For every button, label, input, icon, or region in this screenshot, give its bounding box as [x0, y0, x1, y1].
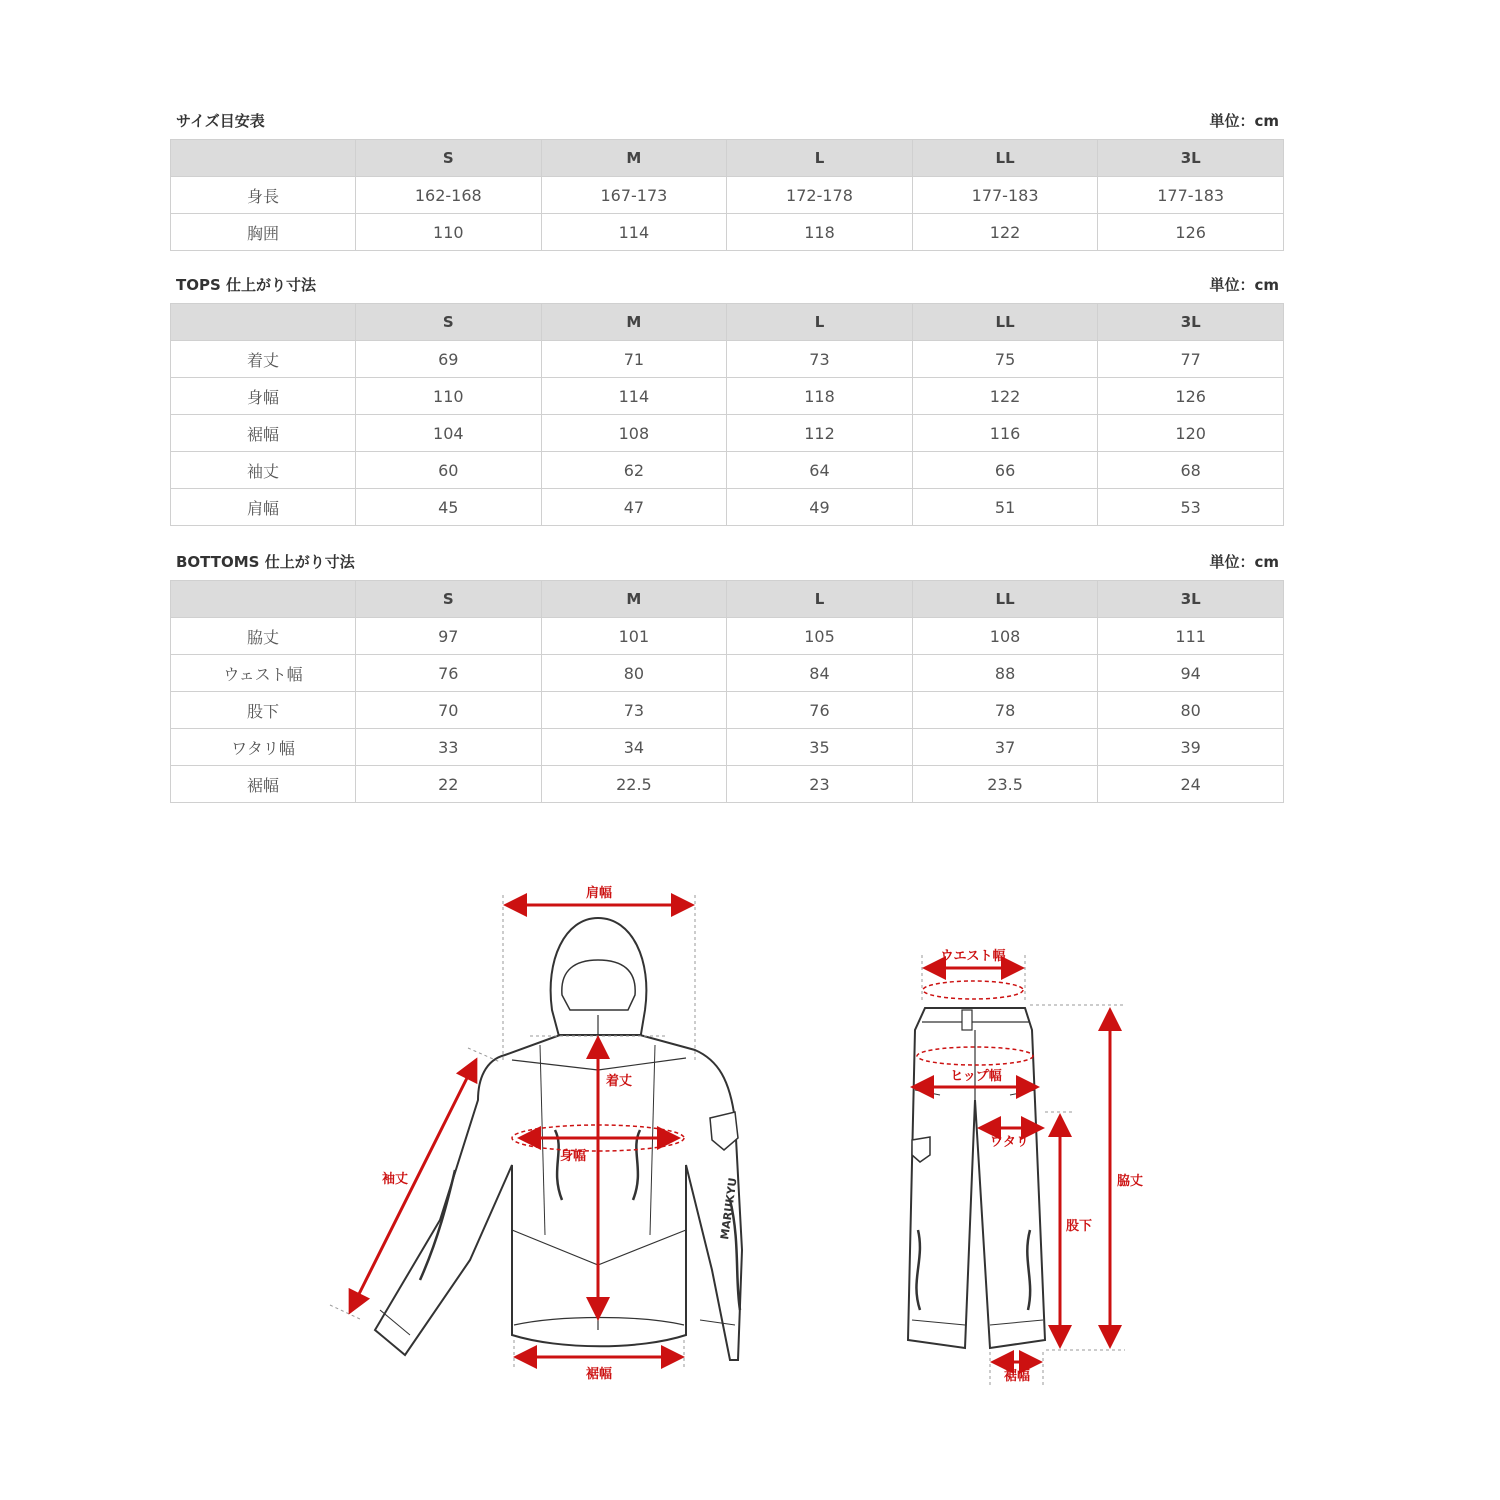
row-label: 股下	[171, 692, 356, 729]
table-row	[171, 214, 1284, 251]
table-cell: 53	[1098, 489, 1284, 526]
outseam-label: 脇丈	[1117, 1174, 1144, 1189]
table-header-row	[171, 140, 1284, 177]
row-label: ワタリ幅	[171, 729, 356, 766]
table-cell: 45	[356, 489, 542, 526]
thigh-label: ワタリ	[990, 1135, 1029, 1150]
table-cell: 37	[912, 729, 1098, 766]
pants-illustration	[908, 1008, 1045, 1348]
waist-ellipse	[923, 981, 1023, 999]
table-cell: 80	[541, 655, 727, 692]
header-size: L	[727, 581, 913, 618]
header-size: 3L	[1098, 581, 1284, 618]
table-cell: 64	[727, 452, 913, 489]
waist-label: ウエスト幅	[940, 949, 1006, 964]
size-guide-title: サイズ目安表	[176, 112, 265, 130]
table-row	[171, 766, 1284, 803]
table-cell: 94	[1098, 655, 1284, 692]
table-cell: 116	[912, 415, 1098, 452]
table-cell: 104	[356, 415, 542, 452]
row-label: 着丈	[171, 341, 356, 378]
table-cell: 77	[1098, 341, 1284, 378]
table-row	[171, 378, 1284, 415]
table-cell: 80	[1098, 692, 1284, 729]
tops-unit: 単位：cm	[1209, 276, 1279, 294]
table-row	[171, 618, 1284, 655]
table-cell: 118	[727, 378, 913, 415]
table-row	[171, 655, 1284, 692]
table-cell: 122	[912, 378, 1098, 415]
jacket-hem-label: 裾幅	[585, 1367, 613, 1382]
bottoms-title: BOTTOMS 仕上がり寸法	[176, 553, 355, 571]
header-size: M	[541, 140, 727, 177]
header-size: 3L	[1098, 304, 1284, 341]
table-cell: 34	[541, 729, 727, 766]
table-cell: 47	[541, 489, 727, 526]
table-cell: 122	[912, 214, 1098, 251]
header-size: 3L	[1098, 140, 1284, 177]
header-size: M	[541, 304, 727, 341]
table-cell: 112	[727, 415, 913, 452]
shoulder-label: 肩幅	[585, 886, 613, 901]
table-cell: 51	[912, 489, 1098, 526]
row-label: 身幅	[171, 378, 356, 415]
table-cell: 111	[1098, 618, 1284, 655]
table-cell: 23	[727, 766, 913, 803]
table-row	[171, 692, 1284, 729]
table-cell: 69	[356, 341, 542, 378]
header-size: L	[727, 304, 913, 341]
table-cell: 66	[912, 452, 1098, 489]
row-label: 胸囲	[171, 214, 356, 251]
table-cell: 39	[1098, 729, 1284, 766]
tops-title: TOPS 仕上がり寸法	[176, 276, 317, 294]
table-cell: 62	[541, 452, 727, 489]
row-label: 脇丈	[171, 618, 356, 655]
table-body	[171, 618, 1284, 803]
sleeve-label: 袖丈	[382, 1172, 409, 1187]
header-size: S	[356, 140, 542, 177]
table-body	[171, 177, 1284, 251]
table-cell: 177-183	[912, 177, 1098, 214]
table-cell: 35	[727, 729, 913, 766]
table-cell: 75	[912, 341, 1098, 378]
table-cell: 84	[727, 655, 913, 692]
table-cell: 76	[727, 692, 913, 729]
header-blank	[171, 304, 356, 341]
table-cell: 88	[912, 655, 1098, 692]
table-cell: 49	[727, 489, 913, 526]
table-cell: 78	[912, 692, 1098, 729]
table-cell: 70	[356, 692, 542, 729]
header-size: LL	[912, 581, 1098, 618]
pants-hem-label: 裾幅	[1003, 1369, 1031, 1384]
table-cell: 71	[541, 341, 727, 378]
table-cell: 22	[356, 766, 542, 803]
size-guide-table	[170, 139, 1284, 251]
chest-label: 身幅	[560, 1149, 587, 1164]
table-cell: 126	[1098, 214, 1284, 251]
tops-header	[176, 274, 1279, 298]
table-cell: 24	[1098, 766, 1284, 803]
header-size: S	[356, 304, 542, 341]
measurement-diagram	[0, 860, 1500, 1420]
table-cell: 118	[727, 214, 913, 251]
row-label: ウェスト幅	[171, 655, 356, 692]
hip-label: ヒップ幅	[950, 1069, 1002, 1084]
row-label: 裾幅	[171, 766, 356, 803]
tops-table	[170, 303, 1284, 526]
table-row	[171, 452, 1284, 489]
table-row	[171, 415, 1284, 452]
table-cell: 120	[1098, 415, 1284, 452]
table-cell: 167-173	[541, 177, 727, 214]
table-cell: 76	[356, 655, 542, 692]
table-cell: 97	[356, 618, 542, 655]
header-blank	[171, 581, 356, 618]
table-row	[171, 729, 1284, 766]
bottoms-unit: 単位：cm	[1209, 553, 1279, 571]
table-cell: 126	[1098, 378, 1284, 415]
table-header-row	[171, 581, 1284, 618]
table-row	[171, 341, 1284, 378]
inseam-label: 股下	[1066, 1219, 1093, 1234]
table-cell: 172-178	[727, 177, 913, 214]
table-cell: 68	[1098, 452, 1284, 489]
size-guide-unit: 単位：cm	[1209, 112, 1279, 130]
table-cell: 23.5	[912, 766, 1098, 803]
jacket-brand-label: MARUKYU	[718, 1176, 740, 1241]
length-label: 着丈	[606, 1074, 633, 1089]
header-size: L	[727, 140, 913, 177]
table-cell: 114	[541, 214, 727, 251]
header-size: LL	[912, 140, 1098, 177]
table-cell: 101	[541, 618, 727, 655]
table-cell: 110	[356, 214, 542, 251]
table-cell: 114	[541, 378, 727, 415]
table-cell: 162-168	[356, 177, 542, 214]
table-cell: 105	[727, 618, 913, 655]
table-cell: 110	[356, 378, 542, 415]
table-cell: 73	[727, 341, 913, 378]
table-body	[171, 341, 1284, 526]
table-header-row	[171, 304, 1284, 341]
table-cell: 108	[912, 618, 1098, 655]
header-size: M	[541, 581, 727, 618]
bottoms-header	[176, 551, 1279, 575]
header-blank	[171, 140, 356, 177]
row-label: 身長	[171, 177, 356, 214]
row-label: 裾幅	[171, 415, 356, 452]
bottoms-table	[170, 580, 1284, 803]
header-size: LL	[912, 304, 1098, 341]
size-guide-header	[176, 110, 1279, 134]
table-cell: 73	[541, 692, 727, 729]
table-cell: 60	[356, 452, 542, 489]
table-cell: 33	[356, 729, 542, 766]
row-label: 袖丈	[171, 452, 356, 489]
table-row	[171, 177, 1284, 214]
table-cell: 22.5	[541, 766, 727, 803]
table-cell: 177-183	[1098, 177, 1284, 214]
table-row	[171, 489, 1284, 526]
table-cell: 108	[541, 415, 727, 452]
row-label: 肩幅	[171, 489, 356, 526]
header-size: S	[356, 581, 542, 618]
